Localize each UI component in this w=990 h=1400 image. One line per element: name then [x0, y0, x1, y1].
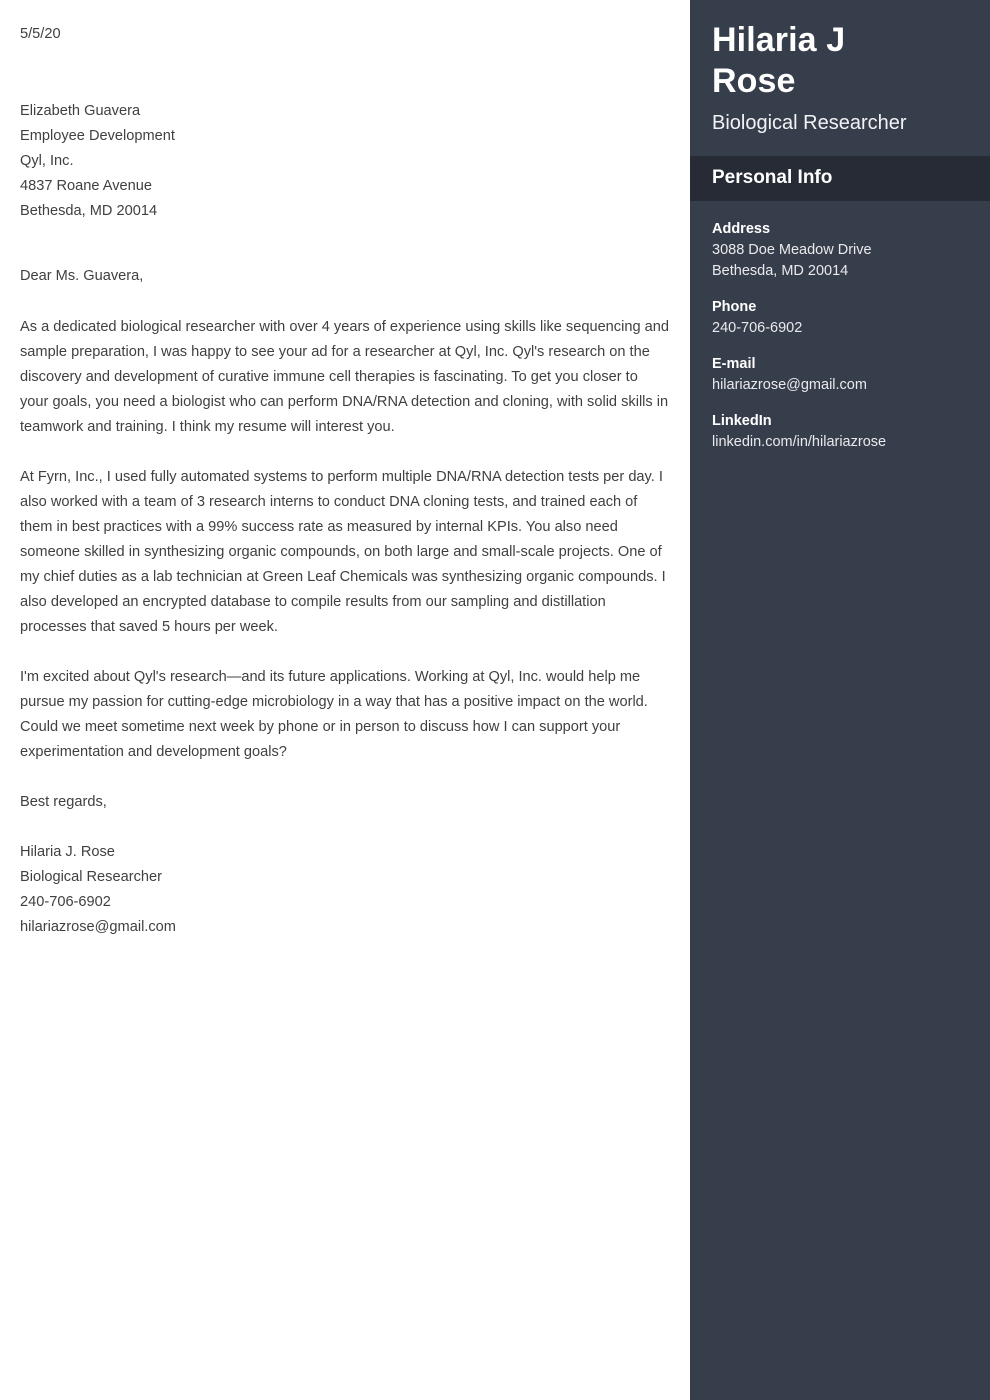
signature-block	[20, 840, 670, 940]
recipient-department: Employee Development	[20, 128, 175, 144]
candidate-job-title: Biological Researcher	[712, 112, 907, 134]
info-label-address: Address	[712, 221, 771, 237]
body-paragraph-2: At Fyrn, Inc., I used fully automated systems to perform multiple DNA/RNA detection tests per day. I also worked with a team of 3 research interns to conduct DNA cloning tests, and trained each of them in best practices with a 99% success rate as measured by internal KPIs. You also need someone skilled in synthesizing organic compounds, on both large and small-scale projects. One of my chief duties as a lab technician at Green Leaf Chemicals was synthesizing organic compounds. I also developed an encrypted database to compile results from our sampling and distillation processes that saved 5 hours per week.	[20, 469, 666, 635]
recipient-company: Qyl, Inc.	[20, 153, 74, 169]
body-paragraph-1: As a dedicated biological researcher with over 4 years of experience using skills like sequencing and sample preparation, I was happy to see your ad for a researcher at Qyl, Inc. Qyl's research on the discovery and development of curative immune cell therapies is fascinating. To get you closer to your goals, you need a biologist who can perform DNA/RNA detection and cloning, with solid skills in teamwork and training. I think my resume will interest you.	[20, 319, 669, 435]
signature-title: Biological Researcher	[20, 869, 162, 885]
info-value-email[interactable]: hilariazrose@gmail.com	[712, 377, 867, 393]
signature-name: Hilaria J. Rose	[20, 844, 115, 860]
signature-phone: 240-706-6902	[20, 894, 111, 910]
info-label-email: E-mail	[712, 356, 756, 372]
personal-info-section-band	[690, 156, 990, 201]
info-value-phone[interactable]: 240-706-6902	[712, 320, 803, 336]
candidate-full-name: Hilaria J Rose	[712, 21, 846, 100]
signature-email: hilariazrose@gmail.com	[20, 919, 176, 935]
personal-info-heading: Personal Info	[712, 167, 833, 188]
sign-off: Best regards,	[20, 794, 107, 810]
info-item-phone	[712, 297, 968, 339]
salutation: Dear Ms. Guavera,	[20, 268, 144, 284]
info-value-address-city: Bethesda, MD 20014	[712, 263, 849, 279]
info-label-phone: Phone	[712, 299, 757, 315]
body-paragraph-3: I'm excited about Qyl's research—and its future applications. Working at Qyl, Inc. would help me pursue my passion for cutting-edge microbiology in a way that has a positive impact on the world. Could we meet sometime next week by phone or in person to discuss how I can support your experimentation and development goals?	[20, 669, 648, 760]
letter-date: 5/5/20	[20, 26, 61, 42]
info-label-linkedin: LinkedIn	[712, 413, 772, 429]
info-item-email	[712, 354, 968, 396]
info-value-address-street: 3088 Doe Meadow Drive	[712, 242, 872, 258]
info-item-linkedin	[712, 411, 968, 453]
info-item-address	[712, 219, 968, 282]
info-value-linkedin[interactable]: linkedin.com/in/hilariazrose	[712, 434, 887, 450]
personal-info-list	[690, 201, 990, 453]
sidebar	[690, 0, 990, 1400]
recipient-address-block	[20, 99, 670, 224]
recipient-city-state-zip: Bethesda, MD 20014	[20, 203, 158, 219]
recipient-name: Elizabeth Guavera	[20, 103, 141, 119]
sidebar-header	[690, 0, 990, 156]
recipient-street: 4837 Roane Avenue	[20, 178, 153, 194]
